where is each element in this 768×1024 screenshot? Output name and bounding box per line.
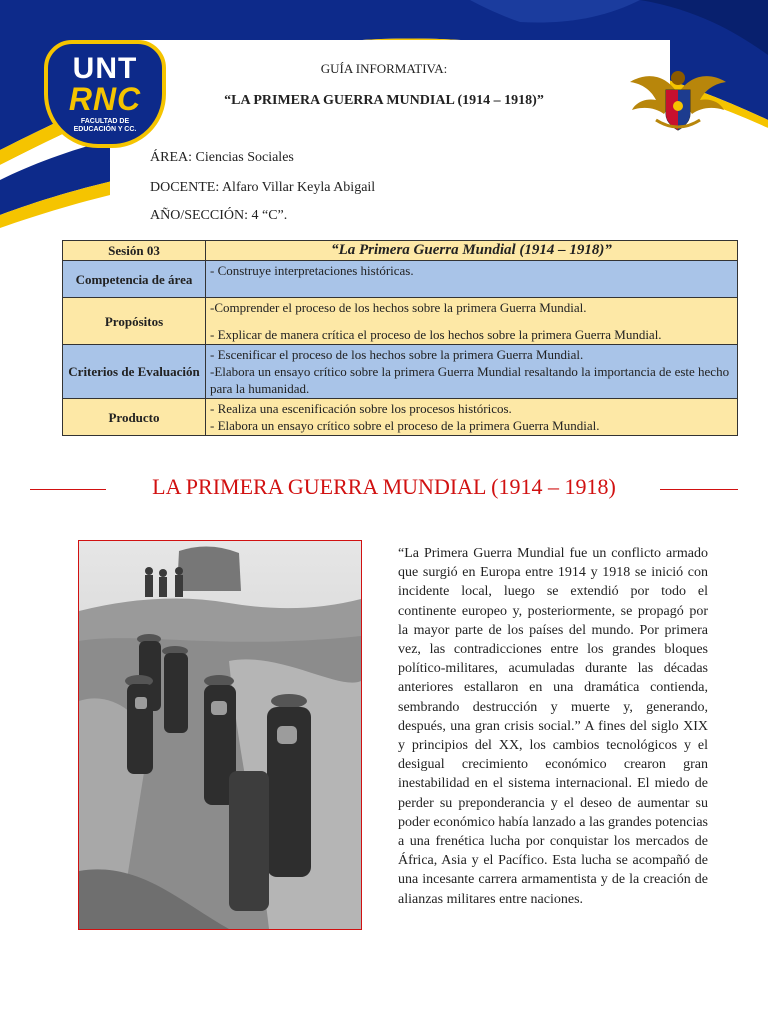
- table-row: [63, 345, 738, 399]
- table-row: [63, 399, 738, 436]
- body-paragraph: “La Primera Guerra Mundial fue un conflicto armado que surgió en Europa entre 1914 y 1918 se inició con incidente local, luego se extendió por todo el continente europeo y, posteriormente, se propagó por la mayor parte de los países del mundo. Por primera vez, las contradicciones entre los grandes bloques político-militares, acumuladas durante las décadas anteriores estallaron en una dramática contienda, sembrando destrucción y muerte y, generando, después, una gran crisis social.” A fines del siglo XIX y principios del XX, los cambios tecnológicos y el desigual crecimiento económico crearon gran inestabilidad en el sistema internacional. El miedo de perder su preponderancia y el deseo de aumentar su poder económico había lanzado a las grandes potencias a una frenética lucha por conquistar los mercados de África, Asia y el Pacífico. Esta lucha se acompañó de una incesante carrera armamentista y de la creación de alianzas militares entre naciones.: [398, 546, 708, 907]
- table-row: [63, 298, 738, 345]
- row-line: -Elabora un ensayo crítico sobre la primera Guerra Mundial resaltando la importancia de este hecho para la humanidad.: [210, 364, 730, 396]
- row-line: - Realiza una escenificación sobre los procesos históricos.: [210, 401, 512, 416]
- row-label-producto: Producto: [63, 399, 206, 436]
- teacher-line: DOCENTE: Alfaro Villar Keyla Abigail: [150, 180, 376, 195]
- section-line: AÑO/SECCIÓN: 4 “C”.: [150, 208, 288, 223]
- logo-line-1: UNT: [72, 52, 138, 85]
- session-title: “La Primera Guerra Mundial (1914 – 1918)”: [206, 241, 738, 261]
- area-line: ÁREA: Ciencias Sociales: [150, 150, 294, 165]
- row-label-competencia: Competencia de área: [63, 261, 206, 298]
- row-line: - Explicar de manera crítica el proceso de los hechos sobre la primera Guerra Mundial.: [210, 327, 662, 342]
- logo-line-2: RNC: [68, 81, 142, 117]
- row-line: - Escenificar el proceso de los hechos sobre la primera Guerra Mundial.: [210, 347, 584, 362]
- logo-line-4: EDUCACIÓN Y CC.: [73, 126, 137, 133]
- section-title: LA PRIMERA GUERRA MUNDIAL (1914 – 1918): [152, 474, 616, 499]
- guide-label: GUÍA INFORMATIVA:: [320, 61, 448, 76]
- session-table: [62, 240, 738, 436]
- table-row: [63, 241, 738, 261]
- session-number: Sesión 03: [63, 241, 206, 261]
- guide-title: “LA PRIMERA GUERRA MUNDIAL (1914 – 1918)”: [224, 93, 544, 108]
- row-line: -Comprender el proceso de los hechos sobre la primera Guerra Mundial.: [210, 300, 587, 315]
- row-content-propositos: [206, 298, 738, 345]
- row-content-competencia: [206, 261, 738, 298]
- logo-line-3: FACULTAD DE: [80, 118, 130, 125]
- row-label-propositos: Propósitos: [63, 298, 206, 345]
- row-line: - Elabora un ensayo crítico sobre el proceso de la primera Guerra Mundial.: [210, 418, 600, 433]
- row-content-producto: [206, 399, 738, 436]
- row-content-criterios: [206, 345, 738, 399]
- row-label-criterios: Criterios de Evaluación: [63, 345, 206, 399]
- row-line: - Construye interpretaciones históricas.: [210, 263, 414, 278]
- table-row: [63, 261, 738, 298]
- trench-soldiers-photo: [78, 540, 362, 930]
